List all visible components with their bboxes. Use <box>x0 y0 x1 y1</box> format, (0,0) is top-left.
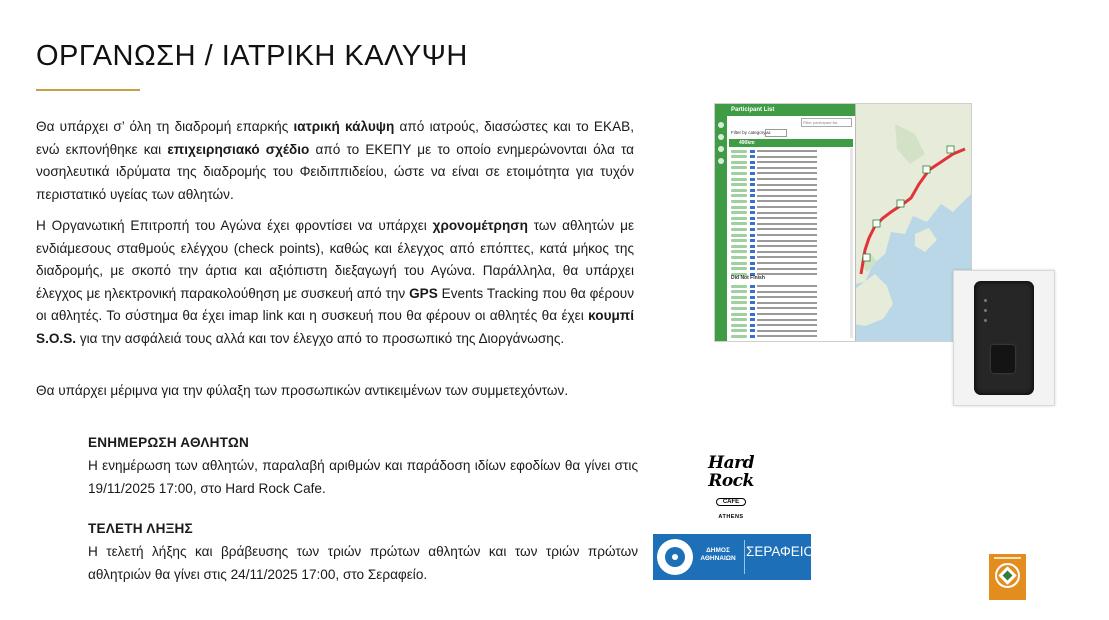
participant-row[interactable] <box>731 267 817 272</box>
row-flag-icon <box>750 217 755 220</box>
grid-icon[interactable] <box>718 158 724 164</box>
participant-row[interactable] <box>731 199 817 204</box>
row-name-placeholder <box>757 178 817 180</box>
device-led <box>984 299 987 302</box>
row-status-pill <box>731 234 747 237</box>
participant-row[interactable] <box>731 334 817 339</box>
row-flag-icon <box>750 172 755 175</box>
participant-row[interactable] <box>731 177 817 182</box>
participant-row[interactable] <box>731 295 817 300</box>
row-name-placeholder <box>757 251 817 253</box>
participant-row[interactable] <box>731 183 817 188</box>
sos-button-image <box>991 345 1015 373</box>
row-status-pill <box>731 296 747 299</box>
row-name-placeholder <box>757 150 817 152</box>
serafeio-name: ΣΕΡΑΦΕΙΟ <box>746 544 814 559</box>
ceremony-text: Η τελετή λήξης και βράβευσης των τριών πρώτων αθλητών και των τριών πρώτων αθλητριών θα γίνει στις 24/11/2025 17:00, στο Σεραφείο. <box>88 544 638 582</box>
participant-row[interactable] <box>731 323 817 328</box>
athens-municipality-emblem <box>657 539 693 575</box>
participant-row[interactable] <box>731 211 817 216</box>
badge-stripe <box>994 557 1021 559</box>
badge-diamond-inner <box>1003 571 1013 581</box>
participant-row[interactable] <box>731 301 817 306</box>
emblem-dot <box>672 554 678 560</box>
row-flag-icon <box>750 290 755 293</box>
group-header[interactable] <box>729 139 853 147</box>
row-name-placeholder <box>757 285 817 287</box>
row-flag-icon <box>750 166 755 169</box>
row-flag-icon <box>750 161 755 164</box>
row-name-placeholder <box>757 273 817 275</box>
settings-icon[interactable] <box>718 134 724 140</box>
participant-row[interactable] <box>731 244 817 249</box>
briefing-text: Η ενημέρωση των αθλητών, παραλαβή αριθμών και παράδοση ιδίων εφοδίων θα γίνει στις 19/11/2025 17:00, στο Hard Rock Cafe. <box>88 458 638 496</box>
row-flag-icon <box>750 150 755 153</box>
row-status-pill <box>731 290 747 293</box>
hard-rock-wordmark: Hard Rock <box>708 453 754 491</box>
participant-row[interactable] <box>731 171 817 176</box>
row-status-pill <box>731 155 747 158</box>
participant-row[interactable] <box>731 227 817 232</box>
row-flag-icon <box>750 301 755 304</box>
row-name-placeholder <box>757 234 817 236</box>
row-name-placeholder <box>757 200 817 202</box>
row-status-pill <box>731 324 747 327</box>
row-flag-icon <box>750 239 755 242</box>
dnf-heading: Did Not Finish <box>731 275 765 281</box>
title-underline <box>36 89 140 91</box>
row-status-pill <box>731 172 747 175</box>
participant-row[interactable] <box>731 205 817 210</box>
row-status-pill <box>731 301 747 304</box>
row-flag-icon <box>750 250 755 253</box>
participant-row[interactable] <box>731 318 817 323</box>
tracking-map-screenshot <box>714 103 972 342</box>
row-status-pill <box>731 178 747 181</box>
p2-bold-2: GPS <box>409 285 438 301</box>
participant-row[interactable] <box>731 188 817 193</box>
device-led <box>984 309 987 312</box>
hard-rock-city: ATHENS <box>718 514 744 520</box>
participant-row[interactable] <box>731 312 817 317</box>
row-name-placeholder <box>757 167 817 169</box>
participant-row[interactable] <box>731 284 817 289</box>
share-icon[interactable] <box>718 146 724 152</box>
row-flag-icon <box>750 194 755 197</box>
row-flag-icon <box>750 178 755 181</box>
row-status-pill <box>731 206 747 209</box>
row-name-placeholder <box>757 217 817 219</box>
participant-row[interactable] <box>731 250 817 255</box>
row-status-pill <box>731 285 747 288</box>
row-status-pill <box>731 161 747 164</box>
tracker-device <box>974 281 1034 395</box>
participant-row[interactable] <box>731 155 817 160</box>
p2-text-2: των αθλητών με ενδιάμεσους σταθμούς ελέγχου (check points), καθώς και έλεγχος από επόπτες, κατά μήκος της διαδρομής, με σκοπό την άρτια και αξιόπιστη διεξαγωγή του Αγώνα. Παράλληλα, θα υπάρχει έλεγχος με ηλεκτρονική παρακολούθηση με συσκευή από την <box>36 218 635 301</box>
row-flag-icon <box>750 296 755 299</box>
row-name-placeholder <box>757 223 817 225</box>
row-flag-icon <box>750 245 755 248</box>
row-name-placeholder <box>757 161 817 163</box>
page-title: ΟΡΓΑΝΩΣΗ / ΙΑΤΡΙΚΗ ΚΑΛΥΨΗ <box>36 40 468 72</box>
row-name-placeholder <box>757 335 817 337</box>
participant-row[interactable] <box>731 233 817 238</box>
hard-rock-cafe-label: CAFE <box>716 498 746 506</box>
p1-text-3: από το ΕΚΕΠΥ με το οποίο ενημερώνονται όλα τα νοσηλευτικά ιδρύματα της διαδρομής του Φειδιππιδείου, ώστε να είναι σε ετοιμότητα για τυχόν περιστατικό υγείας των αθλητών. <box>36 141 635 202</box>
device-led <box>984 319 987 322</box>
p2-text-4: για την ασφάλειά τους αλλά και τον έλεγχο από το προσωπικό της Διοργάνωσης. <box>76 330 565 346</box>
row-name-placeholder <box>757 184 817 186</box>
event-logo-badge <box>989 554 1026 600</box>
p1-text-1: Θα υπάρχει σ’ όλη τη διαδρομή επαρκής <box>36 119 294 134</box>
gps-tracker-photo <box>953 270 1055 406</box>
ceremony-title: ΤΕΛΕΤΗ ΛΗΞΗΣ <box>88 521 193 536</box>
row-name-placeholder <box>757 172 817 174</box>
participant-row[interactable] <box>731 306 817 311</box>
participant-row[interactable] <box>731 222 817 227</box>
row-name-placeholder <box>757 296 817 298</box>
row-status-pill <box>731 228 747 231</box>
row-flag-icon <box>750 318 755 321</box>
participant-row[interactable] <box>731 194 817 199</box>
row-status-pill <box>731 245 747 248</box>
row-flag-icon <box>750 262 755 265</box>
row-name-placeholder <box>757 240 817 242</box>
row-flag-icon <box>750 228 755 231</box>
row-status-pill <box>731 250 747 253</box>
participant-row[interactable] <box>731 166 817 171</box>
belongings-paragraph: Θα υπάρχει μέριμνα για την φύλαξη των προσωπικών αντικειμένων των συμμετεχόντων. <box>36 383 569 398</box>
row-status-pill <box>731 267 747 270</box>
participant-search-input[interactable]: Filter participant list <box>801 118 852 127</box>
category-label: Filter by category <box>731 130 766 135</box>
row-name-placeholder <box>757 302 817 304</box>
hard-rock-cafe-logo <box>692 453 770 520</box>
p2-bold-3: κουμπί S.O.S. <box>36 308 634 346</box>
row-status-pill <box>731 307 747 310</box>
row-status-pill <box>731 183 747 186</box>
row-flag-icon <box>750 234 755 237</box>
row-flag-icon <box>750 211 755 214</box>
row-name-placeholder <box>757 256 817 258</box>
row-status-pill <box>731 150 747 153</box>
row-status-pill <box>731 313 747 316</box>
row-flag-icon <box>750 189 755 192</box>
row-name-placeholder <box>757 291 817 293</box>
briefing-title: ΕΝΗΜΕΡΩΣΗ ΑΘΛΗΤΩΝ <box>88 435 250 450</box>
participant-list-panel <box>715 104 856 341</box>
row-name-placeholder <box>757 189 817 191</box>
row-flag-icon <box>750 222 755 225</box>
row-flag-icon <box>750 285 755 288</box>
participant-row[interactable] <box>731 290 817 295</box>
participant-row[interactable] <box>731 216 817 221</box>
row-status-pill <box>731 262 747 265</box>
row-status-pill <box>731 217 747 220</box>
medical-coverage-paragraph <box>36 116 634 206</box>
participant-row[interactable] <box>731 261 817 266</box>
row-status-pill <box>731 335 747 338</box>
row-status-pill <box>731 329 747 332</box>
row-status-pill <box>731 200 747 203</box>
serafeio-logo <box>653 534 814 580</box>
category-select[interactable]: All <box>765 129 787 137</box>
row-status-pill <box>731 166 747 169</box>
row-name-placeholder <box>757 212 817 214</box>
panel-sidebar <box>715 116 727 341</box>
row-name-placeholder <box>757 307 817 309</box>
logo-divider <box>744 540 745 574</box>
row-flag-icon <box>750 335 755 338</box>
row-flag-icon <box>750 307 755 310</box>
panel-header <box>715 104 855 116</box>
participant-row[interactable] <box>731 255 817 260</box>
participant-row[interactable] <box>731 160 817 165</box>
row-flag-icon <box>750 200 755 203</box>
row-flag-icon <box>750 324 755 327</box>
participant-row[interactable] <box>731 239 817 244</box>
row-name-placeholder <box>757 268 817 270</box>
timing-tracking-paragraph <box>36 215 634 350</box>
p1-bold-1: ιατρική κάλυψη <box>293 119 395 134</box>
p2-text-3: Events Tracking που θα φέρουν οι αθλητές. Το σύστημα θα έχει imap link και η συσκευή που θα φέρουν οι αθλητές θα έχει <box>36 285 634 323</box>
row-name-placeholder <box>757 195 817 197</box>
row-status-pill <box>731 222 747 225</box>
p2-text-1: Η Οργανωτική Επιτροπή του Αγώνα έχει φροντίσει να υπάρχει <box>36 218 433 233</box>
row-name-placeholder <box>757 228 817 230</box>
p1-bold-2: επιχειρησιακό σχέδιο <box>167 141 310 157</box>
row-name-placeholder <box>757 206 817 208</box>
row-flag-icon <box>750 267 755 270</box>
p2-bold-1: χρονομέτρηση <box>432 218 528 233</box>
row-status-pill <box>731 189 747 192</box>
row-name-placeholder <box>757 262 817 264</box>
row-name-placeholder <box>757 156 817 158</box>
row-status-pill <box>731 318 747 321</box>
participant-row[interactable] <box>731 329 817 334</box>
row-status-pill <box>731 211 747 214</box>
row-name-placeholder <box>757 324 817 326</box>
row-name-placeholder <box>757 313 817 315</box>
panel-scrollbar[interactable] <box>850 148 853 338</box>
row-name-placeholder <box>757 245 817 247</box>
municipality-name: ΔΗΜΟΣ ΑΘΗΝΑΙΩΝ <box>700 547 736 562</box>
panel-title: Participant List <box>731 107 775 113</box>
row-status-pill <box>731 194 747 197</box>
group-label: 490km <box>739 140 755 146</box>
row-status-pill <box>731 256 747 259</box>
row-status-pill <box>731 239 747 242</box>
row-name-placeholder <box>757 319 817 321</box>
row-flag-icon <box>750 183 755 186</box>
row-name-placeholder <box>757 330 817 332</box>
row-flag-icon <box>750 206 755 209</box>
row-flag-icon <box>750 313 755 316</box>
list-icon[interactable] <box>718 122 724 128</box>
row-flag-icon <box>750 155 755 158</box>
row-flag-icon <box>750 329 755 332</box>
p1-text-2: από ιατρούς, διασώστες και το ΕΚΑΒ, ενώ εκπονήθηκε και <box>36 119 634 157</box>
row-flag-icon <box>750 256 755 259</box>
participant-row[interactable] <box>731 149 817 154</box>
